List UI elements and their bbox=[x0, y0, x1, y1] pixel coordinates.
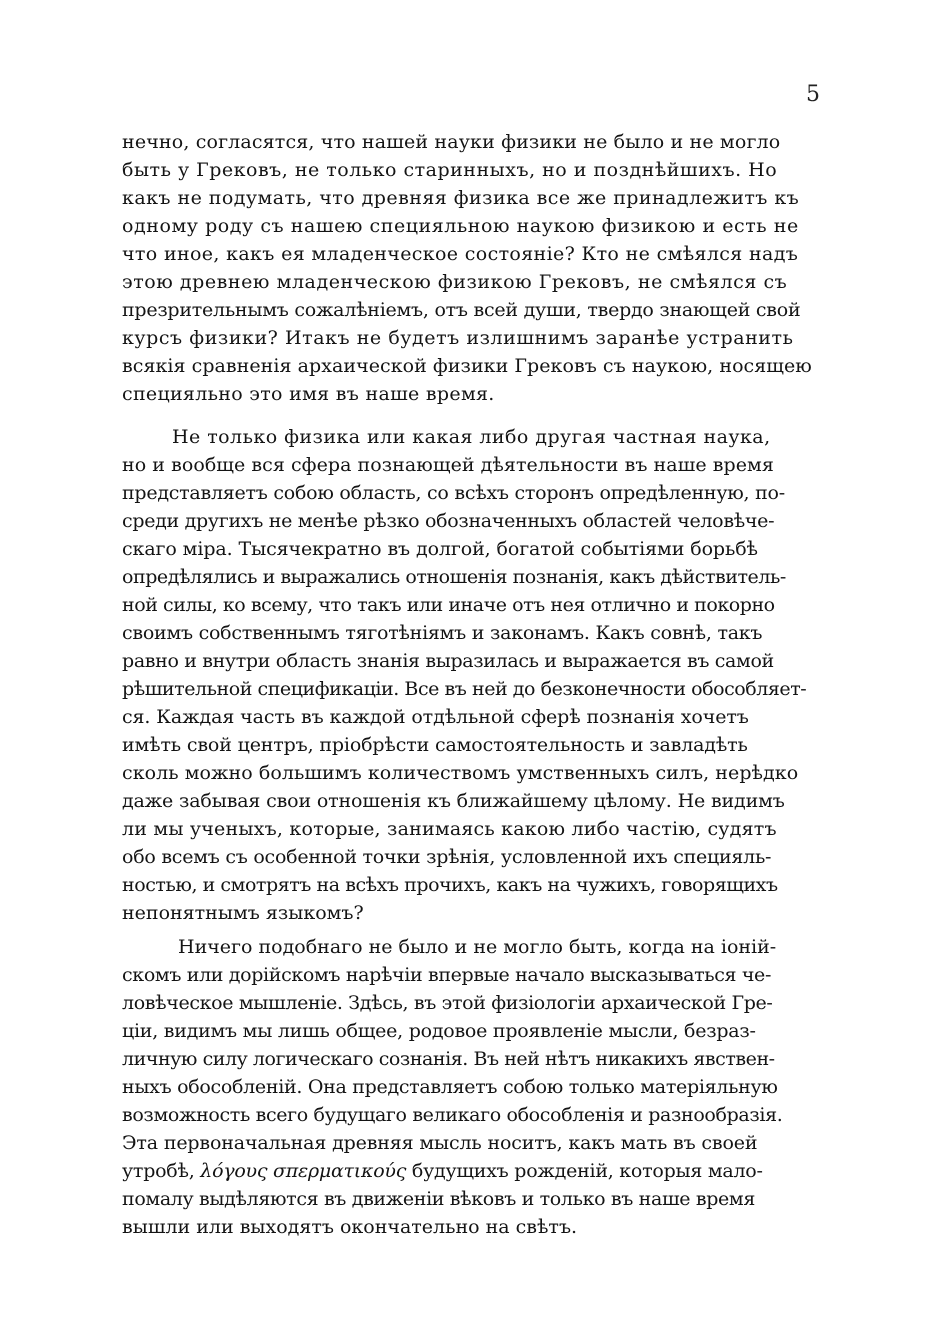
text-line: равно и внутри область знанiя выразилась и выражается въ самой bbox=[122, 650, 774, 672]
text-line: опредѣлялись и выражались отношенiя познанiя, какъ дѣйствитель- bbox=[122, 566, 786, 588]
text-line: личную силу логическаго сознанiя. Въ ней нѣтъ никакихъ явствен- bbox=[122, 1048, 775, 1070]
text-line: цiи, видимъ мы лишь общее, родовое проявленiе мысли, безраз- bbox=[122, 1020, 756, 1042]
text-line-greek bbox=[122, 1158, 763, 1184]
text-line: ныхъ обособленiй. Она представляетъ собою только матерiяльную bbox=[122, 1076, 778, 1098]
text-line: непонятнымъ языкомъ? bbox=[122, 902, 364, 924]
text-segment: будущихъ рожденiй, которыя мало- bbox=[406, 1160, 763, 1182]
text-line: курсъ физики? Итакъ не будетъ излишнимъ заранѣе устранить bbox=[122, 327, 794, 349]
text-line: быть у Грековъ, не только старинныхъ, но и позднѣйшихъ. Но bbox=[122, 159, 778, 181]
text-line: возможность всего будущаго великаго обособленiя и разнообразiя. bbox=[122, 1104, 783, 1126]
text-line: своимъ собственнымъ тяготѣнiямъ и законамъ. Какъ совнѣ, такъ bbox=[122, 622, 763, 644]
page-number: 5 bbox=[806, 82, 820, 107]
text-line: одному роду съ нашею специяльною наукою физикою и есть не bbox=[122, 215, 799, 237]
text-line: представляетъ собою область, со всѣхъ сторонъ опредѣленную, по- bbox=[122, 482, 785, 504]
text-line: презрительнымъ сожалѣнiемъ, отъ всей души, твердо знающей свой bbox=[122, 299, 801, 321]
text-line: Ничего подобнаго не было и не могло быть, когда на iонiй- bbox=[178, 936, 777, 958]
text-segment: утробѣ, bbox=[122, 1160, 201, 1182]
greek-phrase: λόγους σπερματικούς bbox=[200, 1160, 407, 1182]
text-line: Эта первоначальная древняя мысль носитъ, какъ мать въ своей bbox=[122, 1132, 758, 1154]
text-line: имѣть свой центръ, прiобрѣсти самостоятельность и завладѣть bbox=[122, 734, 748, 756]
text-line: скомъ или дорiйскомъ нарѣчiи впервые начало высказываться че- bbox=[122, 964, 772, 986]
text-line: скаго мiра. Тысячекратно въ долгой, богатой событiями борьбѣ bbox=[122, 538, 758, 560]
text-line: специяльно это имя въ наше время. bbox=[122, 383, 495, 405]
text-line: сколь можно большимъ количествомъ умственныхъ силъ, нерѣдко bbox=[122, 762, 799, 784]
text-line: рѣшительной спецификацiи. Все въ ней до безконечности обособляет- bbox=[122, 678, 807, 700]
text-line: вышли или выходятъ окончательно на свѣтъ. bbox=[122, 1216, 578, 1238]
text-line: что иное, какъ ея младенческое состоянiе? Кто не смѣялся надъ bbox=[122, 243, 799, 265]
text-line: Не только физика или какая либо другая частная наука, bbox=[172, 426, 771, 448]
text-line: но и вообще вся сфера познающей дѣятельности въ наше время bbox=[122, 454, 774, 476]
text-line: ся. Каждая часть въ каждой отдѣльной сферѣ познанiя хочетъ bbox=[122, 706, 749, 728]
text-line: нечно, согласятся, что нашей науки физики не было и не могло bbox=[122, 131, 781, 153]
text-line: помалу выдѣляются въ движенiи вѣковъ и только въ наше время bbox=[122, 1188, 755, 1210]
text-line: ностью, и смотрятъ на всѣхъ прочихъ, какъ на чужихъ, говорящихъ bbox=[122, 874, 778, 896]
text-line: всякiя сравненiя архаической физики Грековъ съ наукою, носящею bbox=[122, 355, 812, 377]
text-line: даже забывая свои отношенiя къ ближайшему цѣлому. Не видимъ bbox=[122, 790, 785, 812]
text-line: ной силы, ко всему, что такъ или иначе отъ нея отлично и покорно bbox=[122, 594, 775, 616]
text-line: ли мы ученыхъ, которые, занимаясь какою либо частiю, судятъ bbox=[122, 818, 777, 840]
text-line: среди другихъ не менѣе рѣзко обозначенныхъ областей человѣче- bbox=[122, 510, 775, 532]
text-line: какъ не подумать, что древняя физика все же принадлежитъ къ bbox=[122, 187, 800, 209]
text-line: обо всемъ съ особенной точки зрѣнiя, условленной ихъ специяль- bbox=[122, 846, 772, 868]
text-line: этою древнею младенческою физикою Грековъ, не смѣялся съ bbox=[122, 271, 788, 293]
text-line: ловѣческое мышленiе. Здѣсь, въ этой физiологiи архаической Гре- bbox=[122, 992, 773, 1014]
